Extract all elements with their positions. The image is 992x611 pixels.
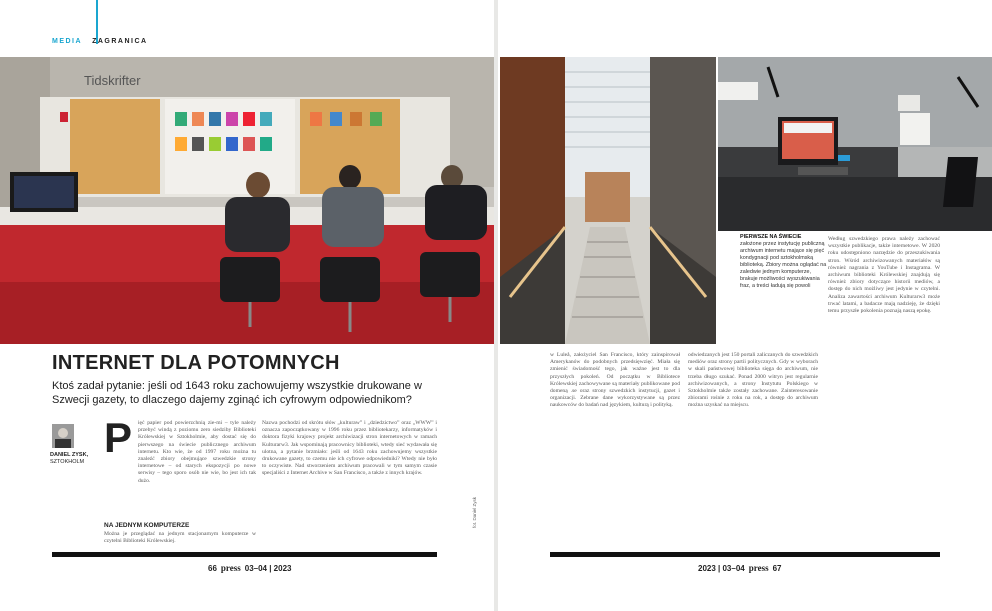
column-5: Według szwedzkiego prawa należy zachować wszystkie publikacje, także internetowe. W 2020 roku udostępniono narzędzie do przeszukiwania stron. Wśród archiwizowanych materiałów są również nagrania z YouTube i Instagrama. W archiwum biblioteki Królewskiej znajdują się również zbiory dotyczące historii mediów, a dostęp do nich możliwy jest jedynie w czytelni. Analiza zawartości archiwum Kulturarw3 może trwać latami, a badacze mają nadzieję, że dzięki temu przyszłe pokolenia poznają naszą epokę. [828, 236, 940, 315]
reading-room-photo [0, 57, 494, 344]
footer-rule [52, 552, 437, 557]
folio-left [208, 563, 291, 573]
issue-date-right: 2023 | 03–04 [698, 564, 745, 573]
photo-caption [740, 234, 828, 290]
folio-right [698, 563, 781, 573]
magazine-brand-right: press [748, 563, 769, 573]
sign-tidskrifter: Tidskrifter [84, 73, 141, 88]
caption-title: PIERWSZE NA ŚWIECIE [740, 234, 802, 240]
subhead: NA JEDNYM KOMPUTERZE [104, 522, 190, 529]
column-1: ięć papier pod powierzchnią zie-mi – tyle należy przebyć windą z poziomu zero siedziby Biblioteki Królewskiej w Sztokholmie, aby dostać się do pierwszego na świecie publicznego archiwum internetu. Kto wie, że od 1997 roku można tu znaleźć zbiory obejmujące szwedzkie strony internetowe – od starych ekspozycji po nowe serwisy – tego sporo osób nie wie, bo jest ich tak dużo. [138, 420, 256, 484]
article-lead: Ktoś zadał pytanie: jeśli od 1643 roku zachowujemy wszystkie drukowane w Szwecji gazety, to dlaczego dajemy zginąć ich cyfrowym odpowiednikom? [52, 380, 422, 406]
column-1-full [104, 456, 256, 518]
footer-rule-right [550, 552, 940, 557]
column-1-continued: Można je przeglądać na jednym stacjonarnym komputerze w czytelni Biblioteki Królewskiej. [104, 531, 256, 545]
drop-cap: P [104, 414, 133, 461]
article-title: INTERNET DLA POTOMNYCH [52, 352, 340, 374]
page-number: 66 [208, 564, 217, 573]
column-2: Nazwa pochodzi od skrótu słów „kulturaw” i „dziedzictwo” oraz „WWW” i oznacza zapoczątkowany w 1996 roku przez bibliotekarzy, informatyków i doktora fizyki krajowy projekt archiwizacji stron internetowych w ramach Kulturarw3. Jak wspominają pracownicy biblioteki, wtedy sieć wydawała się ulotna, a pytanie brzmiało: jeśli od 1643 roku zachowujemy wszystkie drukowane gazety, to czemu nie ich cyfrowe odpowiedniki? Wtedy nie było to oczywiste. Nad stworzeniem archiwum pracowali w tym samym czasie specjaliści z Internet Archive w San Francisco, a także z innych krajów. [262, 420, 437, 477]
caption-body: założone przez instytucję publiczną archiwum internetu mające się pięć kondygnacji pod sztokholmską biblioteką. Zbiory można oglądać na zaledwie jednym komputerze, brakuje możliwości wyszukiwania fraz, a treści ładują się powoli [740, 241, 827, 289]
column-4: odwiedzanych jest 150 portali zaliczanych do szwedzkich mediów oraz strony partii politycznych. Gdy w wyborach w skali państwowej biblioteka sięga do archiwum, nie trzeba długo szukać. Ponad 2000 witryn jest regularnie archiwizowanych, a strony Instytutu Polskiego w Sztokholmie także zostały zachowane. Zainteresowanie zbiorami rośnie z roku na rok, a dostęp do archiwum można uzyskać na miejscu. [688, 352, 818, 409]
section-name: MEDIA [52, 38, 83, 45]
right-page [498, 0, 992, 611]
archive-computer-photo [718, 57, 992, 231]
author-location: SZTOKHOLM [50, 459, 85, 465]
column-3: w Luleå, założyciel San Francisco, który zainspirował Amerykanów do podobnych przedsięwzięć. Miała się zmienić świadomość tego, jak ważne jest to dla przyszłych pokoleń. Od początku w Bibliotece Królewskiej zachowywane są materiały publikowane pod domeną .se oraz strony szwedzkich instytucji, gazet i organizacji. Zebrane dane wykorzystywane są przez naukowców do badań nad językiem, kulturą i polityką. [550, 352, 680, 409]
author-name: DANIEL ZYSK, [50, 452, 89, 458]
section-label [52, 38, 148, 45]
author-byline [50, 452, 88, 466]
left-page [0, 0, 494, 611]
subsection-name: ZAGRANICA [92, 38, 148, 45]
page-number-right: 67 [772, 564, 782, 573]
author-avatar [52, 424, 74, 448]
magazine-brand: press [220, 563, 241, 573]
issue-date: 03–04 | 2023 [244, 564, 292, 573]
staircase-photo [500, 57, 716, 344]
photo-credit: fot. Daniel Zysk [472, 496, 477, 528]
